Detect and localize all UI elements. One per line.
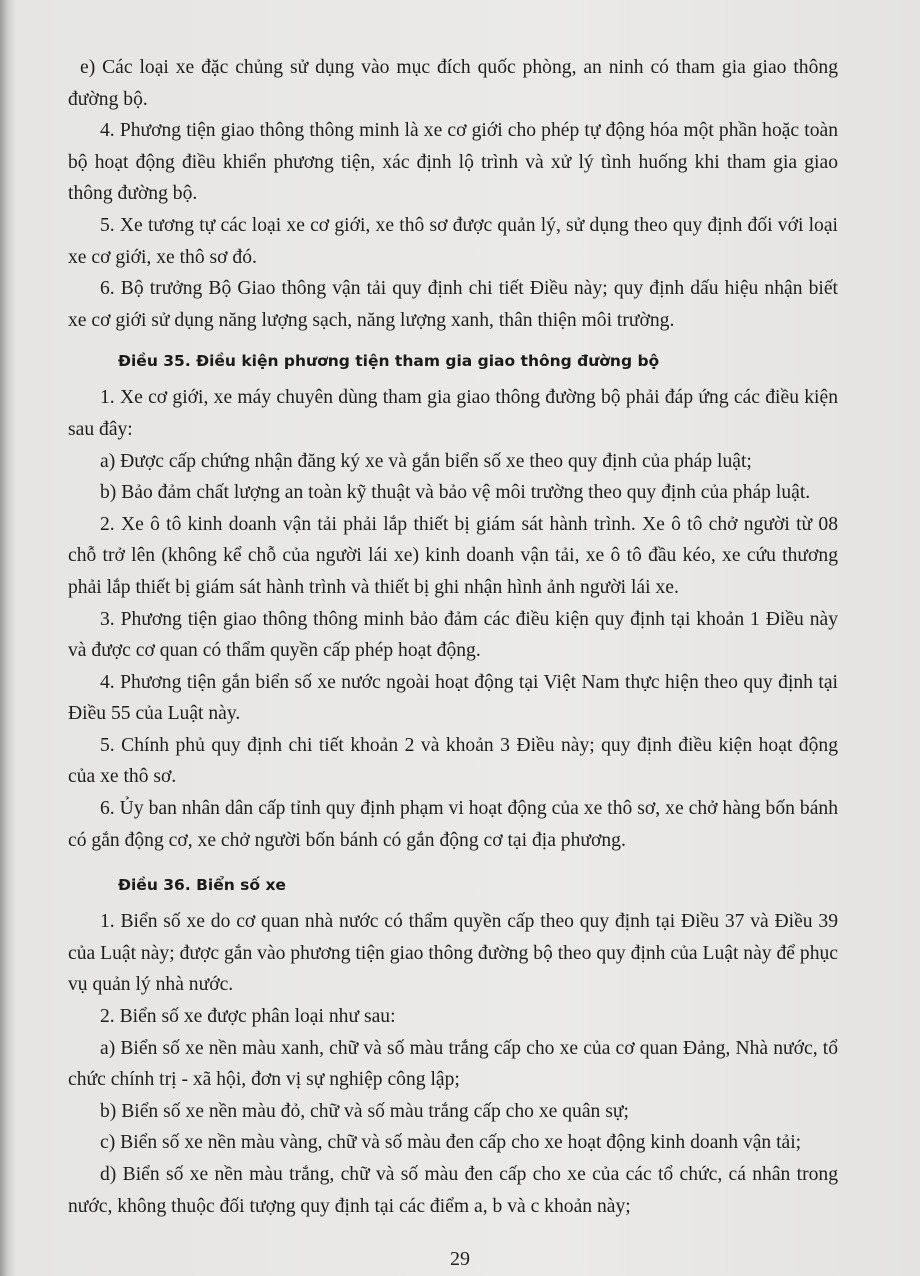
paragraph: 5. Chính phủ quy định chi tiết khoản 2 và khoản 3 Điều này; quy định điều kiện hoạt động của xe thô sơ. xyxy=(68,734,838,788)
paragraph: 3. Phương tiện giao thông thông minh bảo đảm các điều kiện quy định tại khoản 1 Điều này và được cơ quan có thẩm quyền cấp phép hoạt động. xyxy=(68,608,838,662)
paragraph: 2. Biển số xe được phân loại như sau: xyxy=(100,1006,396,1028)
paragraph: 5. Xe tương tự các loại xe cơ giới, xe thô sơ được quản lý, sử dụng theo quy định đối với loại xe cơ giới, xe thô sơ đó. xyxy=(68,214,838,268)
paragraph: 4. Phương tiện giao thông thông minh là xe cơ giới cho phép tự động hóa một phần hoặc toàn bộ hoạt động điều khiển phương tiện, xác định lộ trình và xử lý tình huống khi tham gia giao thông đường bộ. xyxy=(68,120,838,205)
paragraph: 2. Xe ô tô kinh doanh vận tải phải lắp thiết bị giám sát hành trình. Xe ô tô chở người từ 08 chỗ trở lên (không kể chỗ của người lái xe) kinh doanh vận tải, xe ô tô đầu kéo, xe cứu thương phải lắp thiết bị giám sát hành trình và thiết bị ghi nhận hình ảnh người lái xe. xyxy=(68,513,838,598)
paragraph: 1. Xe cơ giới, xe máy chuyên dùng tham gia giao thông đường bộ phải đáp ứng các điều kiện sau đây: xyxy=(68,387,838,440)
document-page xyxy=(68,52,838,1222)
paragraph: 6. Ủy ban nhân dân cấp tỉnh quy định phạm vi hoạt động của xe thô sơ, xe chở hàng bốn bánh có gắn động cơ, xe chở người bốn bánh có gắn động cơ tại địa phương. xyxy=(68,798,838,851)
article-36-heading: Điều 36. Biển số xe xyxy=(118,876,286,895)
paragraph: b) Biển số xe nền màu đỏ, chữ và số màu trắng cấp cho xe quân sự; xyxy=(100,1100,629,1122)
page-number: 29 xyxy=(450,1248,470,1270)
paragraph: d) Biển số xe nền màu trắng, chữ và số màu đen cấp cho xe của các tổ chức, cá nhân trong nước, không thuộc đối tượng quy định tại các điểm a, b và c khoản này; xyxy=(68,1164,838,1217)
paragraph: e) Các loại xe đặc chủng sử dụng vào mục đích quốc phòng, an ninh có tham gia giao thông đường bộ. xyxy=(68,57,838,110)
paragraph: 6. Bộ trưởng Bộ Giao thông vận tải quy định chi tiết Điều này; quy định dấu hiệu nhận biết xe cơ giới sử dụng năng lượng sạch, năng lượng xanh, thân thiện môi trường. xyxy=(68,278,838,331)
paragraph: 4. Phương tiện gắn biển số xe nước ngoài hoạt động tại Việt Nam thực hiện theo quy định tại Điều 55 của Luật này. xyxy=(68,671,838,725)
paragraph: 1. Biển số xe do cơ quan nhà nước có thẩm quyền cấp theo quy định tại Điều 37 và Điều 39 của Luật này; được gắn vào phương tiện giao thông đường bộ theo quy định của Luật này để phục vụ quản lý nhà nước. xyxy=(68,911,838,996)
paragraph: a) Biển số xe nền màu xanh, chữ và số màu trắng cấp cho xe của cơ quan Đảng, Nhà nước, tổ chức chính trị - xã hội, đơn vị sự nghiệp công lập; xyxy=(68,1037,838,1091)
article-35-heading: Điều 35. Điều kiện phương tiện tham gia giao thông đường bộ xyxy=(118,352,660,371)
paragraph: c) Biển số xe nền màu vàng, chữ và số màu đen cấp cho xe hoạt động kinh doanh vận tải; xyxy=(100,1132,802,1154)
paragraph: a) Được cấp chứng nhận đăng ký xe và gắn biển số xe theo quy định của pháp luật; xyxy=(100,450,752,472)
paragraph: b) Bảo đảm chất lượng an toàn kỹ thuật và bảo vệ môi trường theo quy định của pháp luật. xyxy=(100,482,811,504)
